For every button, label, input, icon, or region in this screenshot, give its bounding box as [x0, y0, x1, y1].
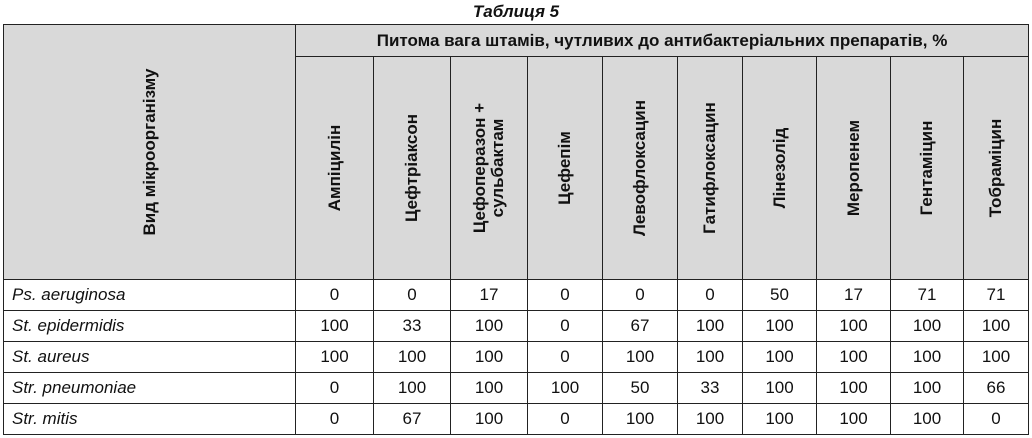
column-header-line: Лінезолід: [769, 127, 789, 209]
column-header-label: [918, 121, 936, 216]
value-cell: 50: [743, 280, 817, 311]
column-header-line: Тобраміцин: [986, 118, 1006, 218]
value-cell: 100: [451, 311, 528, 342]
column-header-line: Левофлоксацин: [630, 100, 649, 236]
value-cell: 0: [296, 280, 374, 311]
table-row: [4, 404, 1029, 435]
organism-name: St. epidermidis: [4, 311, 296, 342]
column-header-label: [403, 114, 421, 222]
value-cell: 100: [817, 404, 891, 435]
column-header-label: [701, 102, 719, 234]
group-header: Питома вага штамів, чутливих до антибактеріальних препаратів, %: [296, 25, 1029, 57]
column-header-line: Ампіцилін: [324, 124, 344, 212]
column-header: [817, 57, 891, 280]
value-cell: 17: [817, 280, 891, 311]
value-cell: 100: [296, 342, 374, 373]
value-cell: 0: [528, 404, 603, 435]
organism-name: Str. mitis: [4, 404, 296, 435]
column-header-line: Цефепім: [555, 131, 574, 205]
value-cell: 100: [891, 342, 964, 373]
value-cell: 0: [964, 404, 1029, 435]
value-cell: 100: [603, 404, 678, 435]
value-cell: 0: [528, 280, 603, 311]
value-cell: 100: [603, 342, 678, 373]
column-header-line: Гатифлоксацин: [700, 102, 719, 234]
value-cell: 100: [891, 373, 964, 404]
table-row: [4, 373, 1029, 404]
column-header: [374, 57, 451, 280]
column-header-label: [771, 128, 789, 209]
value-cell: 0: [528, 311, 603, 342]
value-cell: 66: [964, 373, 1029, 404]
column-header: [678, 57, 743, 280]
column-header-label: [471, 103, 507, 233]
table-caption: Таблиця 5: [472, 2, 560, 21]
value-cell: 100: [743, 404, 817, 435]
column-header-label: [326, 125, 344, 212]
value-cell: 71: [964, 280, 1029, 311]
column-header-line: сульбактам: [488, 118, 507, 218]
value-cell: 100: [678, 404, 743, 435]
value-cell: 33: [678, 373, 743, 404]
column-header: [296, 57, 374, 280]
value-cell: 100: [374, 342, 451, 373]
column-header: [891, 57, 964, 280]
value-cell: 67: [374, 404, 451, 435]
value-cell: 100: [374, 373, 451, 404]
value-cell: 100: [451, 373, 528, 404]
value-cell: 100: [451, 342, 528, 373]
value-cell: 100: [891, 404, 964, 435]
value-cell: 100: [964, 311, 1029, 342]
table-row: [4, 280, 1029, 311]
value-cell: 100: [743, 373, 817, 404]
table-body: [4, 280, 1029, 435]
value-cell: 100: [678, 342, 743, 373]
value-cell: 100: [817, 342, 891, 373]
value-cell: 100: [528, 373, 603, 404]
column-header: [528, 57, 603, 280]
column-header: [743, 57, 817, 280]
value-cell: 0: [374, 280, 451, 311]
column-header-line: Меропенем: [843, 119, 863, 217]
column-header-label: [987, 119, 1005, 218]
column-header-line: Цефоперазон +: [470, 102, 489, 234]
value-cell: 71: [891, 280, 964, 311]
column-header-label: [631, 100, 649, 236]
row-label-text: Вид мікроорганізму: [139, 68, 159, 236]
organism-name: Ps. aeruginosa: [4, 280, 296, 311]
column-header-label: [845, 120, 863, 216]
value-cell: 33: [374, 311, 451, 342]
value-cell: 0: [603, 280, 678, 311]
value-cell: 0: [296, 404, 374, 435]
row-label-header: [4, 25, 296, 280]
column-header-line: Цефтріаксон: [402, 113, 421, 223]
value-cell: 0: [528, 342, 603, 373]
column-header: [451, 57, 528, 280]
value-cell: 100: [964, 342, 1029, 373]
table-row: [4, 342, 1029, 373]
organism-name: Str. pneumoniae: [4, 373, 296, 404]
organism-name: St. aureus: [4, 342, 296, 373]
value-cell: 0: [678, 280, 743, 311]
value-cell: 100: [296, 311, 374, 342]
value-cell: 100: [451, 404, 528, 435]
value-cell: 17: [451, 280, 528, 311]
column-header-line: Гентаміцин: [917, 120, 936, 216]
value-cell: 100: [891, 311, 964, 342]
value-cell: 0: [296, 373, 374, 404]
table-row: [4, 311, 1029, 342]
column-header: [964, 57, 1029, 280]
value-cell: 100: [817, 311, 891, 342]
value-cell: 50: [603, 373, 678, 404]
column-header: [603, 57, 678, 280]
value-cell: 100: [743, 311, 817, 342]
value-cell: 100: [678, 311, 743, 342]
value-cell: 67: [603, 311, 678, 342]
susceptibility-table: [3, 24, 1029, 435]
value-cell: 100: [743, 342, 817, 373]
value-cell: 100: [817, 373, 891, 404]
column-header-label: [556, 131, 574, 205]
